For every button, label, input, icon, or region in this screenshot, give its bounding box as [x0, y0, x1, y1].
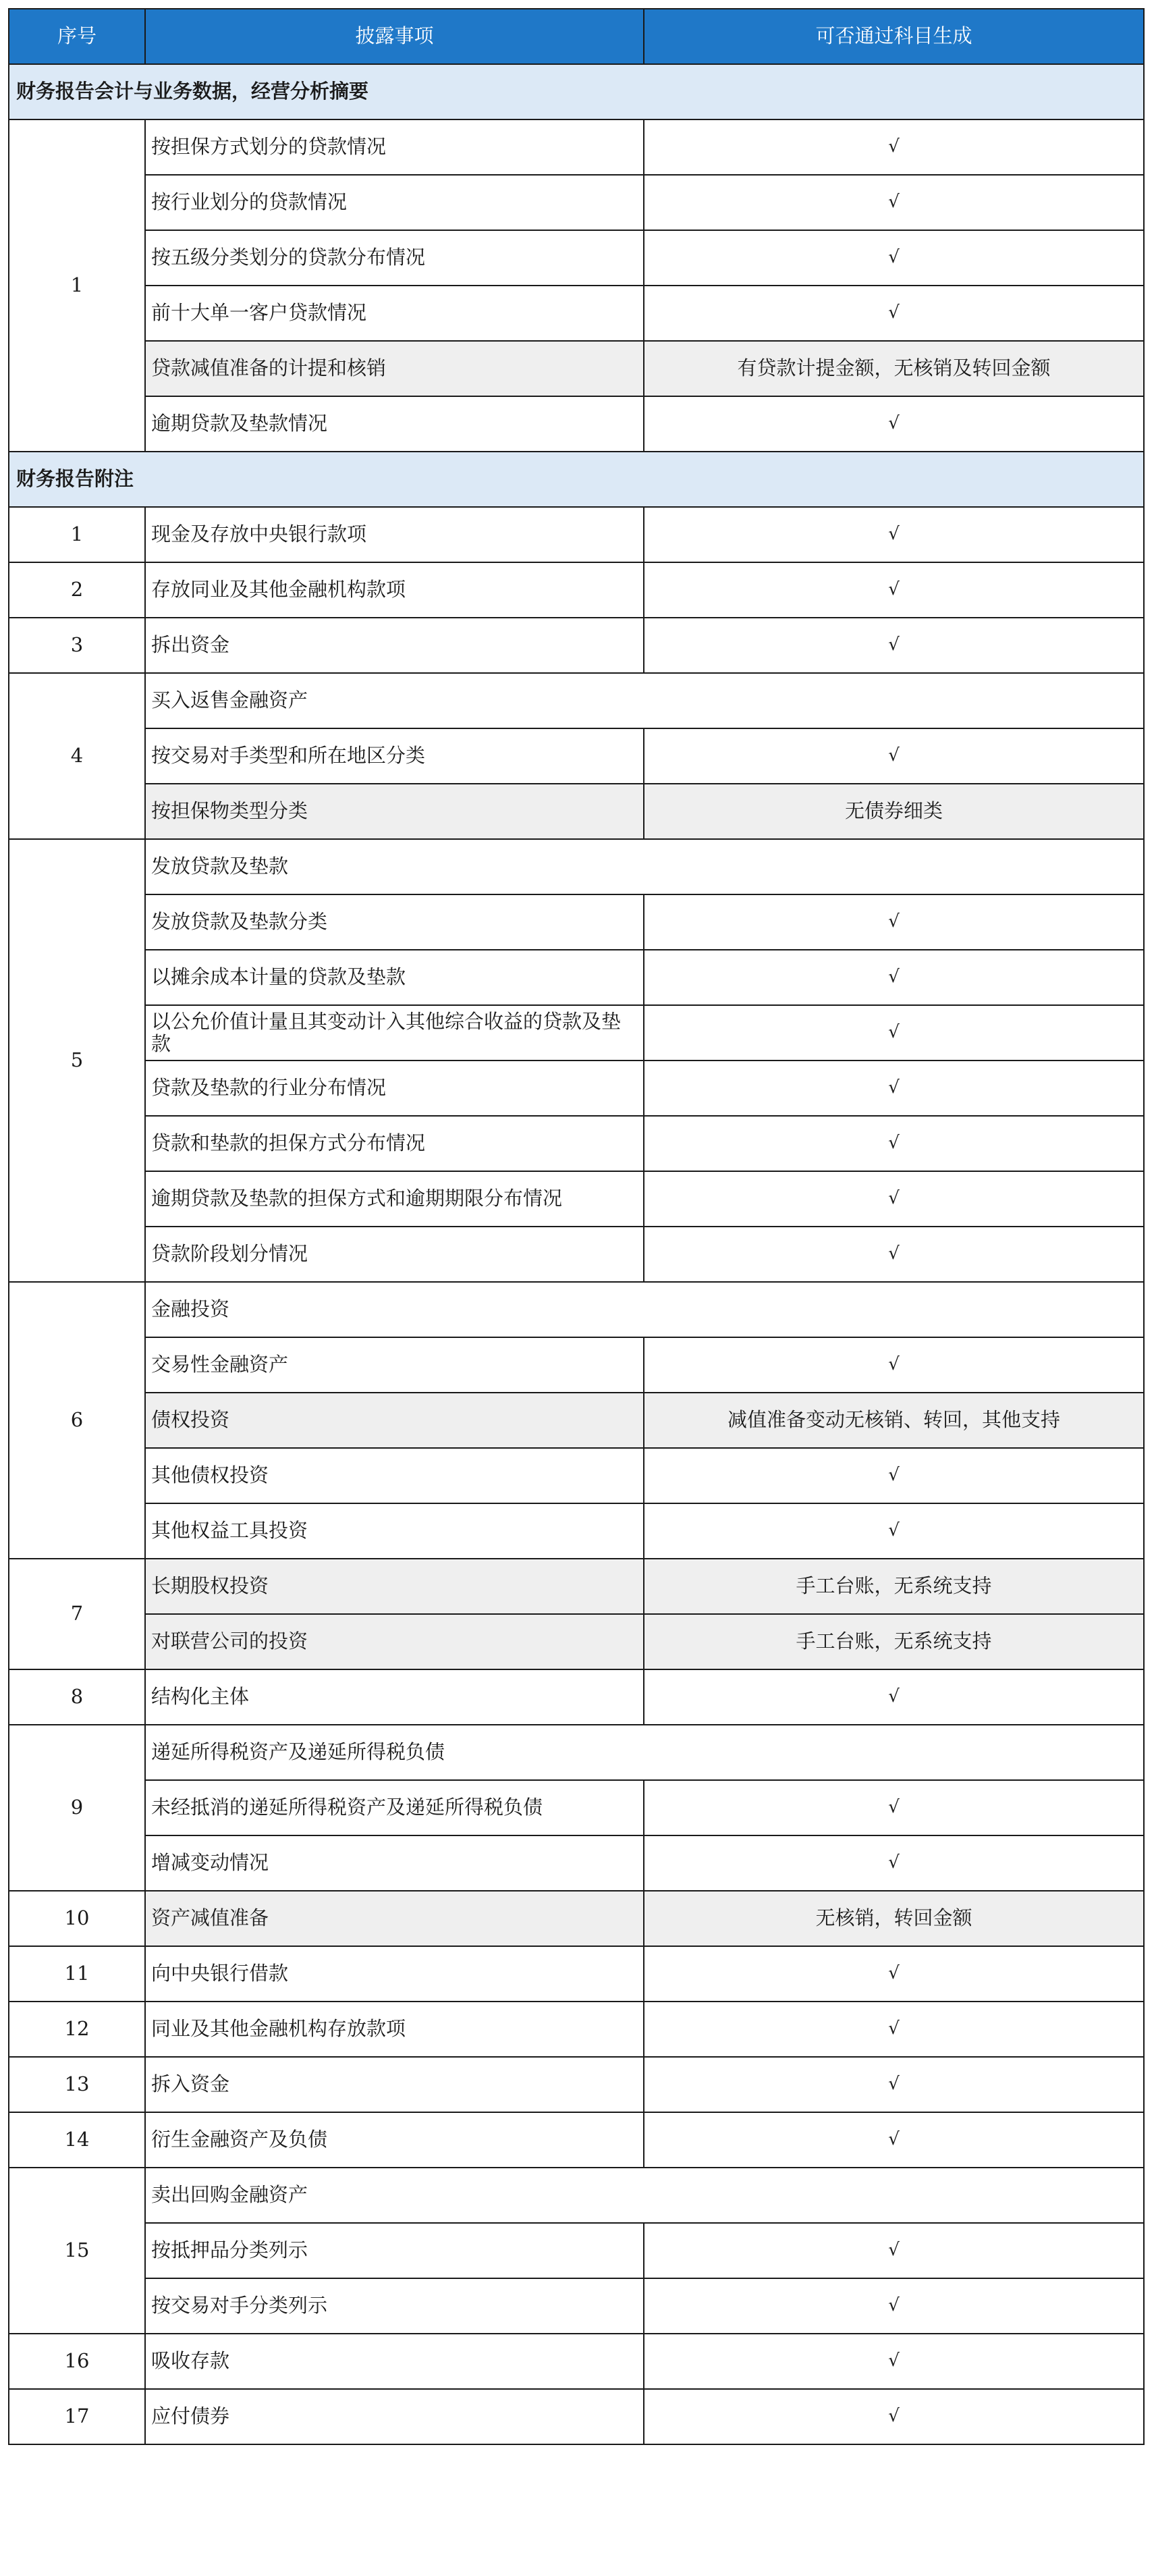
table-row [9, 839, 1144, 894]
generation-note: 无债券细类 [644, 784, 1144, 839]
disclosure-item: 逾期贷款及垫款情况 [145, 396, 644, 452]
group-title: 买入返售金融资产 [145, 673, 1144, 728]
table-row [9, 507, 1144, 562]
checkmark: √ [644, 1448, 1144, 1503]
checkmark: √ [644, 396, 1144, 452]
table-body [9, 64, 1144, 2444]
section-title: 财务报告附注 [9, 452, 1144, 507]
row-index: 3 [9, 618, 145, 673]
row-index: 13 [9, 2057, 145, 2112]
checkmark: √ [644, 2112, 1144, 2168]
table-row [9, 2278, 1144, 2334]
disclosure-item: 交易性金融资产 [145, 1337, 644, 1393]
disclosure-item: 结构化主体 [145, 1669, 644, 1725]
disclosure-item: 逾期贷款及垫款的担保方式和逾期期限分布情况 [145, 1171, 644, 1227]
checkmark: √ [644, 1061, 1144, 1116]
disclosure-item: 贷款减值准备的计提和核销 [145, 341, 644, 396]
checkmark: √ [644, 1005, 1144, 1061]
checkmark: √ [644, 1780, 1144, 1835]
row-index: 8 [9, 1669, 145, 1725]
checkmark: √ [644, 175, 1144, 230]
table-row [9, 2334, 1144, 2389]
row-index: 12 [9, 2002, 145, 2057]
row-index: 5 [9, 839, 145, 1282]
table-row [9, 2223, 1144, 2278]
row-index: 17 [9, 2389, 145, 2444]
checkmark: √ [644, 562, 1144, 618]
checkmark: √ [644, 1946, 1144, 2002]
checkmark: √ [644, 1835, 1144, 1891]
table-row [9, 1337, 1144, 1393]
disclosure-item: 按行业划分的贷款情况 [145, 175, 644, 230]
disclosure-item: 贷款及垫款的行业分布情况 [145, 1061, 644, 1116]
disclosure-item: 向中央银行借款 [145, 1946, 644, 2002]
table-row [9, 1780, 1144, 1835]
checkmark: √ [644, 2223, 1144, 2278]
table-row [9, 396, 1144, 452]
checkmark: √ [644, 728, 1144, 784]
table-row [9, 1503, 1144, 1559]
disclosure-item: 拆入资金 [145, 2057, 644, 2112]
disclosure-item: 以摊余成本计量的贷款及垫款 [145, 950, 644, 1005]
table-row [9, 728, 1144, 784]
checkmark: √ [644, 894, 1144, 950]
table-row [9, 2112, 1144, 2168]
disclosure-item: 吸收存款 [145, 2334, 644, 2389]
checkmark: √ [644, 1116, 1144, 1171]
section-header-row [9, 452, 1144, 507]
disclosure-item: 资产减值准备 [145, 1891, 644, 1946]
checkmark: √ [644, 950, 1144, 1005]
table-row [9, 1116, 1144, 1171]
disclosure-item: 其他债权投资 [145, 1448, 644, 1503]
generation-note: 手工台账，无系统支持 [644, 1614, 1144, 1669]
table-row [9, 1448, 1144, 1503]
table-row [9, 1946, 1144, 2002]
disclosure-item: 衍生金融资产及负债 [145, 2112, 644, 2168]
row-index: 9 [9, 1725, 145, 1891]
checkmark: √ [644, 1669, 1144, 1725]
disclosure-item: 以公允价值计量且其变动计入其他综合收益的贷款及垫款 [145, 1005, 644, 1061]
group-title: 递延所得税资产及递延所得税负债 [145, 1725, 1144, 1780]
checkmark: √ [644, 2278, 1144, 2334]
disclosure-item: 贷款和垫款的担保方式分布情况 [145, 1116, 644, 1171]
disclosure-item: 现金及存放中央银行款项 [145, 507, 644, 562]
header-index: 序号 [9, 9, 145, 64]
disclosure-item: 按抵押品分类列示 [145, 2223, 644, 2278]
disclosure-item: 按交易对手分类列示 [145, 2278, 644, 2334]
generation-note: 手工台账，无系统支持 [644, 1559, 1144, 1614]
group-title: 发放贷款及垫款 [145, 839, 1144, 894]
table-row [9, 673, 1144, 728]
table-row [9, 562, 1144, 618]
table-row [9, 341, 1144, 396]
table-row [9, 784, 1144, 839]
table-row [9, 2057, 1144, 2112]
checkmark: √ [644, 230, 1144, 286]
row-index: 16 [9, 2334, 145, 2389]
row-index: 1 [9, 507, 145, 562]
row-index: 4 [9, 673, 145, 839]
disclosure-item: 其他权益工具投资 [145, 1503, 644, 1559]
disclosure-item: 增减变动情况 [145, 1835, 644, 1891]
table-row [9, 119, 1144, 175]
row-index: 15 [9, 2168, 145, 2334]
disclosure-item: 未经抵消的递延所得税资产及递延所得税负债 [145, 1780, 644, 1835]
header-row [9, 9, 1144, 64]
header-generation: 可否通过科目生成 [644, 9, 1144, 64]
disclosure-item: 长期股权投资 [145, 1559, 644, 1614]
checkmark: √ [644, 1337, 1144, 1393]
checkmark: √ [644, 286, 1144, 341]
table-row [9, 950, 1144, 1005]
disclosure-item: 贷款阶段划分情况 [145, 1227, 644, 1282]
table-row [9, 1835, 1144, 1891]
disclosure-item: 同业及其他金融机构存放款项 [145, 2002, 644, 2057]
row-index: 6 [9, 1282, 145, 1559]
table-row [9, 1891, 1144, 1946]
table-row [9, 1669, 1144, 1725]
group-title: 卖出回购金融资产 [145, 2168, 1144, 2223]
generation-note: 有贷款计提金额，无核销及转回金额 [644, 341, 1144, 396]
table-row [9, 618, 1144, 673]
disclosure-item: 前十大单一客户贷款情况 [145, 286, 644, 341]
disclosure-item: 发放贷款及垫款分类 [145, 894, 644, 950]
table-row [9, 286, 1144, 341]
table-row [9, 1725, 1144, 1780]
generation-note: 减值准备变动无核销、转回，其他支持 [644, 1393, 1144, 1448]
disclosure-table [8, 8, 1145, 2445]
table-row [9, 894, 1144, 950]
disclosure-item: 应付债券 [145, 2389, 644, 2444]
checkmark: √ [644, 618, 1144, 673]
disclosure-item: 按交易对手类型和所在地区分类 [145, 728, 644, 784]
header-item: 披露事项 [145, 9, 644, 64]
group-title: 金融投资 [145, 1282, 1144, 1337]
row-index: 2 [9, 562, 145, 618]
table-row [9, 2002, 1144, 2057]
table-row [9, 2389, 1144, 2444]
generation-note: 无核销，转回金额 [644, 1891, 1144, 1946]
section-title: 财务报告会计与业务数据，经营分析摘要 [9, 64, 1144, 119]
checkmark: √ [644, 2389, 1144, 2444]
checkmark: √ [644, 1171, 1144, 1227]
disclosure-item: 债权投资 [145, 1393, 644, 1448]
section-header-row [9, 64, 1144, 119]
checkmark: √ [644, 2057, 1144, 2112]
row-index: 7 [9, 1559, 145, 1669]
row-index: 11 [9, 1946, 145, 2002]
disclosure-item: 按担保物类型分类 [145, 784, 644, 839]
disclosure-item: 按担保方式划分的贷款情况 [145, 119, 644, 175]
disclosure-item: 对联营公司的投资 [145, 1614, 644, 1669]
checkmark: √ [644, 2002, 1144, 2057]
row-index: 14 [9, 2112, 145, 2168]
row-index: 1 [9, 119, 145, 452]
table-row [9, 1282, 1144, 1337]
table-row [9, 1005, 1144, 1061]
table-row [9, 175, 1144, 230]
disclosure-item: 按五级分类划分的贷款分布情况 [145, 230, 644, 286]
table-row [9, 1614, 1144, 1669]
checkmark: √ [644, 119, 1144, 175]
disclosure-item: 拆出资金 [145, 618, 644, 673]
table-row [9, 2168, 1144, 2223]
row-index: 10 [9, 1891, 145, 1946]
checkmark: √ [644, 2334, 1144, 2389]
disclosure-item: 存放同业及其他金融机构款项 [145, 562, 644, 618]
table-row [9, 1227, 1144, 1282]
table-row [9, 1061, 1144, 1116]
table-row [9, 1559, 1144, 1614]
table-row [9, 1393, 1144, 1448]
checkmark: √ [644, 1503, 1144, 1559]
checkmark: √ [644, 1227, 1144, 1282]
table-row [9, 1171, 1144, 1227]
checkmark: √ [644, 507, 1144, 562]
table-row [9, 230, 1144, 286]
